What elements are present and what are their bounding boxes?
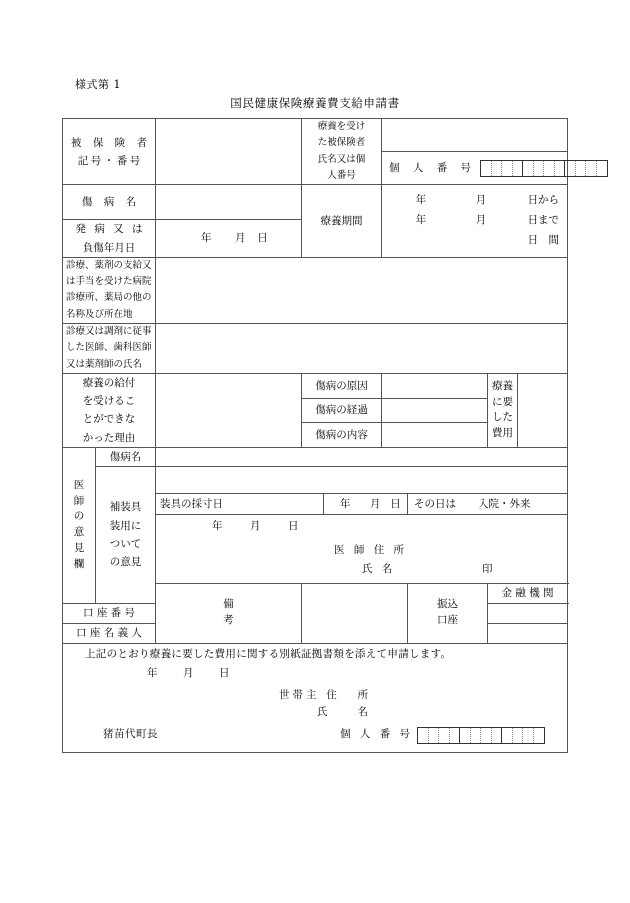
cost-label-line3: した xyxy=(492,411,514,424)
period-days-line xyxy=(382,231,559,251)
transfer-label-vertical xyxy=(408,597,487,629)
mynumber-digit-cell[interactable] xyxy=(471,728,482,743)
mynumber-label: 個 人 番 号 xyxy=(389,162,477,175)
doctor-opinion-month: 月 xyxy=(250,519,261,532)
declaration-day: 日 xyxy=(219,667,230,680)
doctor-signature-cell[interactable] xyxy=(156,514,568,583)
measure-date-label-cell xyxy=(156,493,324,514)
treatment-period-label-cell xyxy=(302,185,382,257)
onset-date-label-line1: 発 病 又 は xyxy=(75,223,146,236)
reason-label-line2: を受けるこ xyxy=(82,395,136,408)
measure-date-label: 装具の採寸日 xyxy=(160,497,224,510)
mynumber-digit-cell[interactable] xyxy=(513,728,524,743)
onset-year: 年 xyxy=(201,232,212,245)
period-days-label: 日 間 xyxy=(527,234,560,247)
mynumber-wrap xyxy=(382,152,567,184)
mynumber-digit-cell[interactable] xyxy=(565,161,576,176)
remarks-label-line2: 考 xyxy=(223,614,234,626)
account-holder-label-cell xyxy=(63,623,156,643)
cost-label-vertical xyxy=(488,379,517,442)
insured-id-label-line1: 被 保 険 者 xyxy=(71,136,152,149)
table-row-declaration xyxy=(63,643,568,752)
declaration-text: 上記のとおり療養に要した費用に関する別紙証拠書類を添えて申請します。 xyxy=(85,647,452,660)
table-row-hospital xyxy=(63,257,568,323)
disease-name-input-cell[interactable] xyxy=(156,185,302,220)
doctor-opinion-label-char-5: 欄 xyxy=(73,557,85,570)
measure-date-line xyxy=(324,497,407,511)
cost-label-line2: に要 xyxy=(492,395,514,408)
inpatient-outpatient-option[interactable]: 入院・外来 xyxy=(478,497,531,510)
account-number-label: 口 座 番 号 xyxy=(83,606,136,619)
table-row-doctor-disease xyxy=(63,447,568,466)
onset-date-label-line2: 負傷年月日 xyxy=(82,241,136,254)
treated-person-label-line4: 人番号 xyxy=(327,170,356,182)
inpatient-outpatient-cell[interactable] xyxy=(408,493,568,514)
footer-mynumber-input-boxes[interactable] xyxy=(417,727,545,744)
period-to-month: 月 xyxy=(475,214,487,227)
mynumber-digit-cell[interactable] xyxy=(502,161,513,176)
that-day-label: その日は xyxy=(414,497,457,510)
hospital-label-line1: 診療、薬剤の支給又 xyxy=(66,259,152,271)
cause-input-cell[interactable] xyxy=(382,374,488,399)
hospital-input-cell[interactable] xyxy=(156,257,568,323)
remarks-label-cell xyxy=(156,583,302,643)
table-row-insured xyxy=(63,119,568,152)
householder-label: 世帯主 xyxy=(279,688,320,701)
period-from-line xyxy=(382,191,559,211)
table-row-practitioner xyxy=(63,324,568,374)
householder-address-line xyxy=(69,690,561,702)
practitioner-input-cell[interactable] xyxy=(156,324,568,374)
device-label-line4: の意見 xyxy=(109,555,142,568)
mynumber-digit-cell[interactable] xyxy=(429,728,440,743)
insured-id-input-cell[interactable] xyxy=(156,119,302,185)
onset-month: 月 xyxy=(235,232,246,245)
doctor-disease-input-cell[interactable] xyxy=(156,447,568,466)
footer-mynumber-label: 個 人 番 号 xyxy=(340,728,414,741)
doctor-name-label: 氏 名 xyxy=(362,563,396,576)
device-label-line3: ついて xyxy=(109,537,142,550)
period-to-line xyxy=(382,211,559,231)
hospital-label-cell xyxy=(63,257,156,323)
footer-mynumber-group xyxy=(340,727,561,744)
doctor-name-line xyxy=(162,562,561,576)
measure-day: 日 xyxy=(390,497,401,510)
account-number-label-cell xyxy=(63,603,156,623)
mynumber-digit-cell[interactable] xyxy=(450,728,461,743)
content-label-cell xyxy=(302,423,382,448)
content-input-cell[interactable] xyxy=(382,423,488,448)
doctor-opinion-label-char-4: 見 xyxy=(73,541,85,554)
measure-month: 月 xyxy=(370,497,381,510)
mayor-label: 猪苗代町長 xyxy=(103,728,158,741)
mynumber-digit-cell[interactable] xyxy=(586,161,597,176)
treated-person-label-line1: 療養を受け xyxy=(317,121,366,132)
table-row-device-blank xyxy=(63,466,568,493)
treated-person-label-line3: 氏名又は個 xyxy=(317,153,366,165)
doctor-disease-label-cell xyxy=(96,447,156,466)
transfer-label-line2: 口座 xyxy=(437,614,459,626)
hospital-label-line2: は手当を受けた病院 xyxy=(66,276,152,288)
mynumber-digit-cell[interactable] xyxy=(597,161,608,176)
period-from-month: 月 xyxy=(475,194,487,207)
content-label: 傷病の内容 xyxy=(315,428,368,441)
declaration-cell xyxy=(63,643,568,752)
treatment-period-label: 療養期間 xyxy=(320,214,363,227)
remarks-label-line1: 備 xyxy=(223,598,234,611)
mynumber-digit-cell[interactable] xyxy=(513,161,524,176)
doctor-opinion-label-cell xyxy=(63,447,96,603)
period-to-year: 年 xyxy=(415,214,427,227)
mynumber-digit-cell[interactable] xyxy=(534,161,545,176)
treated-person-label-cell xyxy=(302,119,382,185)
hospital-label-line4: 名称及び所在地 xyxy=(66,308,133,320)
householder-address-label: 住 所 xyxy=(326,688,369,701)
mynumber-digit-cell[interactable] xyxy=(439,728,450,743)
declaration-bottom-line xyxy=(69,727,561,744)
doctor-signature-block xyxy=(156,515,567,583)
reason-label-line4: かった理由 xyxy=(82,431,136,444)
cost-input-cell[interactable] xyxy=(518,374,568,448)
householder-name-label: 氏 名 xyxy=(317,706,371,719)
period-from-year: 年 xyxy=(415,194,427,207)
hospital-label-line3: 診療所、薬局の他の xyxy=(66,292,152,304)
doctor-opinion-label-char-0: 医 xyxy=(73,478,85,491)
course-label: 傷病の経過 xyxy=(315,404,368,417)
doctor-opinion-day: 日 xyxy=(288,519,299,532)
declaration-month: 月 xyxy=(183,667,194,680)
doctor-address-label: 医 師 住 所 xyxy=(334,544,408,557)
practitioner-label-line3: 又は薬剤師の氏名 xyxy=(66,358,143,370)
mynumber-digit-cell[interactable] xyxy=(418,728,429,743)
application-form-table xyxy=(62,118,568,753)
bank-label: 金 融 機 関 xyxy=(501,586,554,599)
doctor-opinion-year: 年 xyxy=(212,519,223,532)
onset-date-line xyxy=(156,231,301,245)
cost-label-line4: 費用 xyxy=(492,427,514,440)
transfer-label-line1: 振込 xyxy=(437,598,459,611)
remarks-label-vertical xyxy=(156,597,301,629)
doctor-disease-label: 傷病名 xyxy=(109,450,142,463)
declaration-year: 年 xyxy=(147,667,158,680)
device-opinion-input-cell[interactable] xyxy=(156,466,568,493)
cost-label-cell xyxy=(488,374,518,448)
measure-year: 年 xyxy=(340,497,351,510)
mynumber-digit-cell[interactable] xyxy=(523,728,534,743)
treated-person-label-line2: た被保険者 xyxy=(317,137,366,149)
cost-label-line1: 療養 xyxy=(492,379,514,392)
account-holder-input-cell[interactable] xyxy=(488,623,568,643)
mynumber-digit-cell[interactable] xyxy=(481,161,492,176)
onset-date-input-cell[interactable] xyxy=(156,220,302,257)
insured-id-label-line2: 記号・番号 xyxy=(77,154,143,167)
device-label-line1: 補装具 xyxy=(109,501,142,514)
mynumber-digit-cell[interactable] xyxy=(492,161,503,176)
period-from-suffix: 日から xyxy=(527,194,560,207)
cause-label-cell xyxy=(302,374,382,399)
mynumber-input-boxes[interactable] xyxy=(480,160,608,177)
account-number-input-cell[interactable] xyxy=(488,603,568,623)
reason-label-cell xyxy=(63,374,156,448)
measure-date-input-cell[interactable] xyxy=(324,493,408,514)
reason-input-cell[interactable] xyxy=(156,374,302,448)
practitioner-label-line1: 診療又は調剤に従事 xyxy=(66,326,152,338)
device-label-cell xyxy=(96,466,156,603)
account-holder-label: 口 座 名 義 人 xyxy=(76,626,142,639)
mynumber-digit-cell[interactable] xyxy=(492,728,503,743)
course-label-cell xyxy=(302,398,382,423)
mynumber-digit-cell[interactable] xyxy=(523,161,534,176)
cause-label: 傷病の原因 xyxy=(315,379,368,392)
reason-label-line1: 療養の給付 xyxy=(82,377,136,390)
reason-label-line3: とができな xyxy=(82,413,136,426)
doctor-opinion-label-char-1: 師 xyxy=(73,494,85,507)
mynumber-digit-cell[interactable] xyxy=(555,161,566,176)
declaration-block xyxy=(63,644,567,752)
table-row-disease xyxy=(63,185,568,220)
doctor-opinion-label-char-3: 意 xyxy=(73,526,85,539)
seal-label: 印 xyxy=(482,563,496,576)
remarks-input-cell[interactable] xyxy=(302,583,408,643)
insured-id-label-cell xyxy=(63,119,156,185)
mynumber-digit-cell[interactable] xyxy=(544,161,555,176)
device-label-line2: 装用に xyxy=(109,519,142,532)
bank-label-cell xyxy=(488,583,568,603)
mynumber-digit-cell[interactable] xyxy=(460,728,471,743)
declaration-date-line xyxy=(69,668,561,680)
period-to-suffix: 日まで xyxy=(527,214,560,227)
onset-date-label-cell xyxy=(63,220,156,257)
mynumber-digit-cell[interactable] xyxy=(502,728,513,743)
document-title: 国民健康保険療養費支給申請書 xyxy=(230,96,400,110)
mynumber-digit-cell[interactable] xyxy=(534,728,545,743)
treatment-period-input-cell[interactable] xyxy=(382,185,568,257)
mynumber-cell xyxy=(382,152,568,185)
doctor-opinion-label-vertical xyxy=(63,478,95,573)
doctor-opinion-date-line xyxy=(162,519,561,533)
mynumber-digit-cell[interactable] xyxy=(481,728,492,743)
disease-name-label-cell xyxy=(63,185,156,220)
table-row-reason-cause xyxy=(63,374,568,399)
practitioner-label-line2: した医師、歯科医師 xyxy=(66,342,152,354)
practitioner-label-cell xyxy=(63,324,156,374)
doctor-opinion-label-char-2: の xyxy=(73,510,85,523)
transfer-label-cell xyxy=(408,583,488,643)
treatment-period-dates xyxy=(382,188,567,254)
course-input-cell[interactable] xyxy=(382,398,488,423)
treated-person-name-input-cell[interactable] xyxy=(382,119,568,152)
form-number: 様式第 1 xyxy=(75,78,121,91)
that-day-line xyxy=(408,498,531,510)
mynumber-digit-cell[interactable] xyxy=(576,161,587,176)
onset-day: 日 xyxy=(257,232,268,245)
disease-name-label: 傷 病 名 xyxy=(81,196,141,209)
